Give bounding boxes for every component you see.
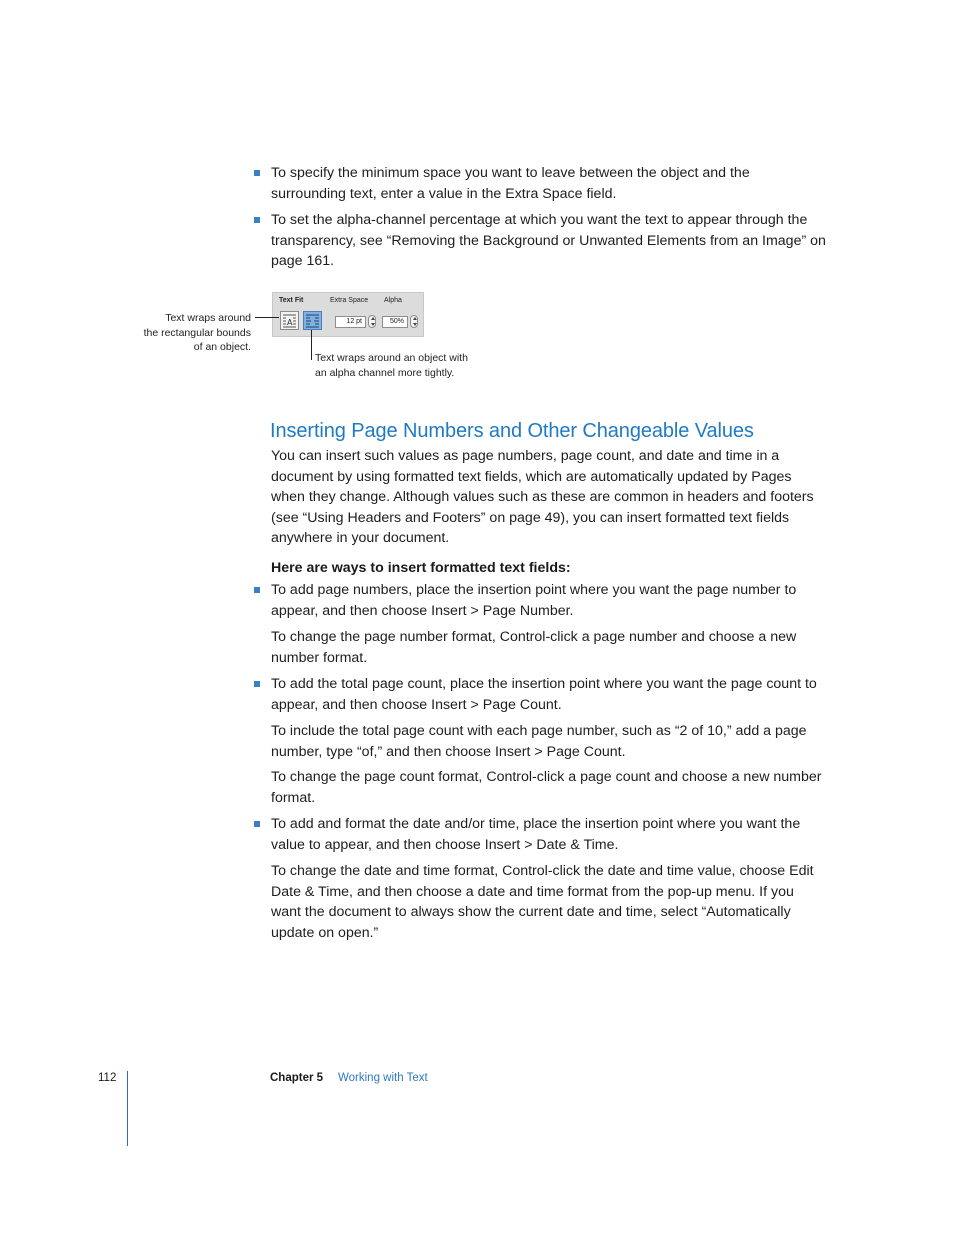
extra-space-field[interactable]: 12 pt xyxy=(335,316,366,328)
callout-left xyxy=(144,311,251,355)
callout-bottom xyxy=(315,351,468,380)
alpha-stepper[interactable] xyxy=(410,315,418,328)
subhead: Here are ways to insert formatted text fields: xyxy=(271,560,571,576)
bullet-text-alpha: To set the alpha-channel percentage at which you want the text to appear through the transparency, see “Removing the Background or Unwanted Elements from an Image” on page 161. xyxy=(271,212,826,269)
note-page-number-format: To change the page number format, Control-click a page number and choose a new number format. xyxy=(271,629,797,666)
callout-left-line: of an object. xyxy=(193,341,251,353)
callout-bottom-line: an alpha channel more tightly. xyxy=(315,366,455,379)
text-fit-inspector-panel xyxy=(272,292,424,337)
section-heading: Inserting Page Numbers and Other Changeable Values xyxy=(270,420,754,442)
svg-text:A: A xyxy=(287,318,293,327)
bullet-marker xyxy=(254,681,260,687)
callout-line-bottom xyxy=(311,330,312,360)
callout-line-left xyxy=(255,317,279,318)
wrap-alpha-icon xyxy=(304,312,321,329)
wrap-rectangular-button[interactable] xyxy=(280,311,299,330)
wrap-alpha-button[interactable] xyxy=(303,311,322,330)
bullet-text-extra-space: To specify the minimum space you want to leave between the object and the surrounding text, enter a value in the Extra Space field. xyxy=(271,165,750,202)
footer-chapter-title: Working with Text xyxy=(338,1072,428,1084)
note-date-time-format: To change the date and time format, Control-click the date and time value, choose Edit Date & Time, and then choose a date and time format from the pop-up menu. If you want the document to always show the current date and time, select “Automatically update on open.” xyxy=(271,863,814,941)
bullet-marker xyxy=(254,587,260,593)
wrap-rectangular-icon xyxy=(281,312,298,329)
section-intro: You can insert such values as page numbers, page count, and date and time in a document by using formatted text fields, which are automatically updated by Pages when they change. Although values such as these are common in headers and footers (see “Using Headers and Footers” on page 49), you can insert formatted text fields anywhere in your document. xyxy=(271,448,814,546)
bullet-text-page-count: To add the total page count, place the insertion point where you want the page count to appear, and then choose Insert > Page Count. xyxy=(271,676,817,713)
extra-space-label: Extra Space xyxy=(330,297,369,304)
text-fit-label: Text Fit xyxy=(279,297,304,304)
alpha-field[interactable]: 50% xyxy=(382,316,408,328)
note-page-count-format: To change the page count format, Control-click a page count and choose a new number format. xyxy=(271,769,822,806)
footer-chapter: Chapter 5 xyxy=(270,1072,324,1084)
footer-rule xyxy=(127,1071,128,1146)
bullet-marker xyxy=(254,821,260,827)
callout-bottom-line: Text wraps around an object with xyxy=(315,352,468,364)
callout-left-line: the rectangular bounds xyxy=(143,326,251,339)
note-total-page-count: To include the total page count with each page number, such as “2 of 10,” add a page number, type “of,” and then choose Insert > Page Count. xyxy=(271,723,807,760)
bullet-marker xyxy=(254,217,260,223)
extra-space-stepper[interactable] xyxy=(368,315,376,328)
callout-left-line: Text wraps around xyxy=(165,312,251,324)
alpha-label: Alpha xyxy=(384,297,402,304)
bullet-text-date-time: To add and format the date and/or time, place the insertion point where you want the value to appear, and then choose Insert > Date & Time. xyxy=(271,816,801,853)
bullet-marker xyxy=(254,170,260,176)
page-number: 112 xyxy=(98,1072,117,1084)
bullet-text-page-numbers: To add page numbers, place the insertion point where you want the page number to appear, and then choose Insert > Page Number. xyxy=(271,582,797,619)
